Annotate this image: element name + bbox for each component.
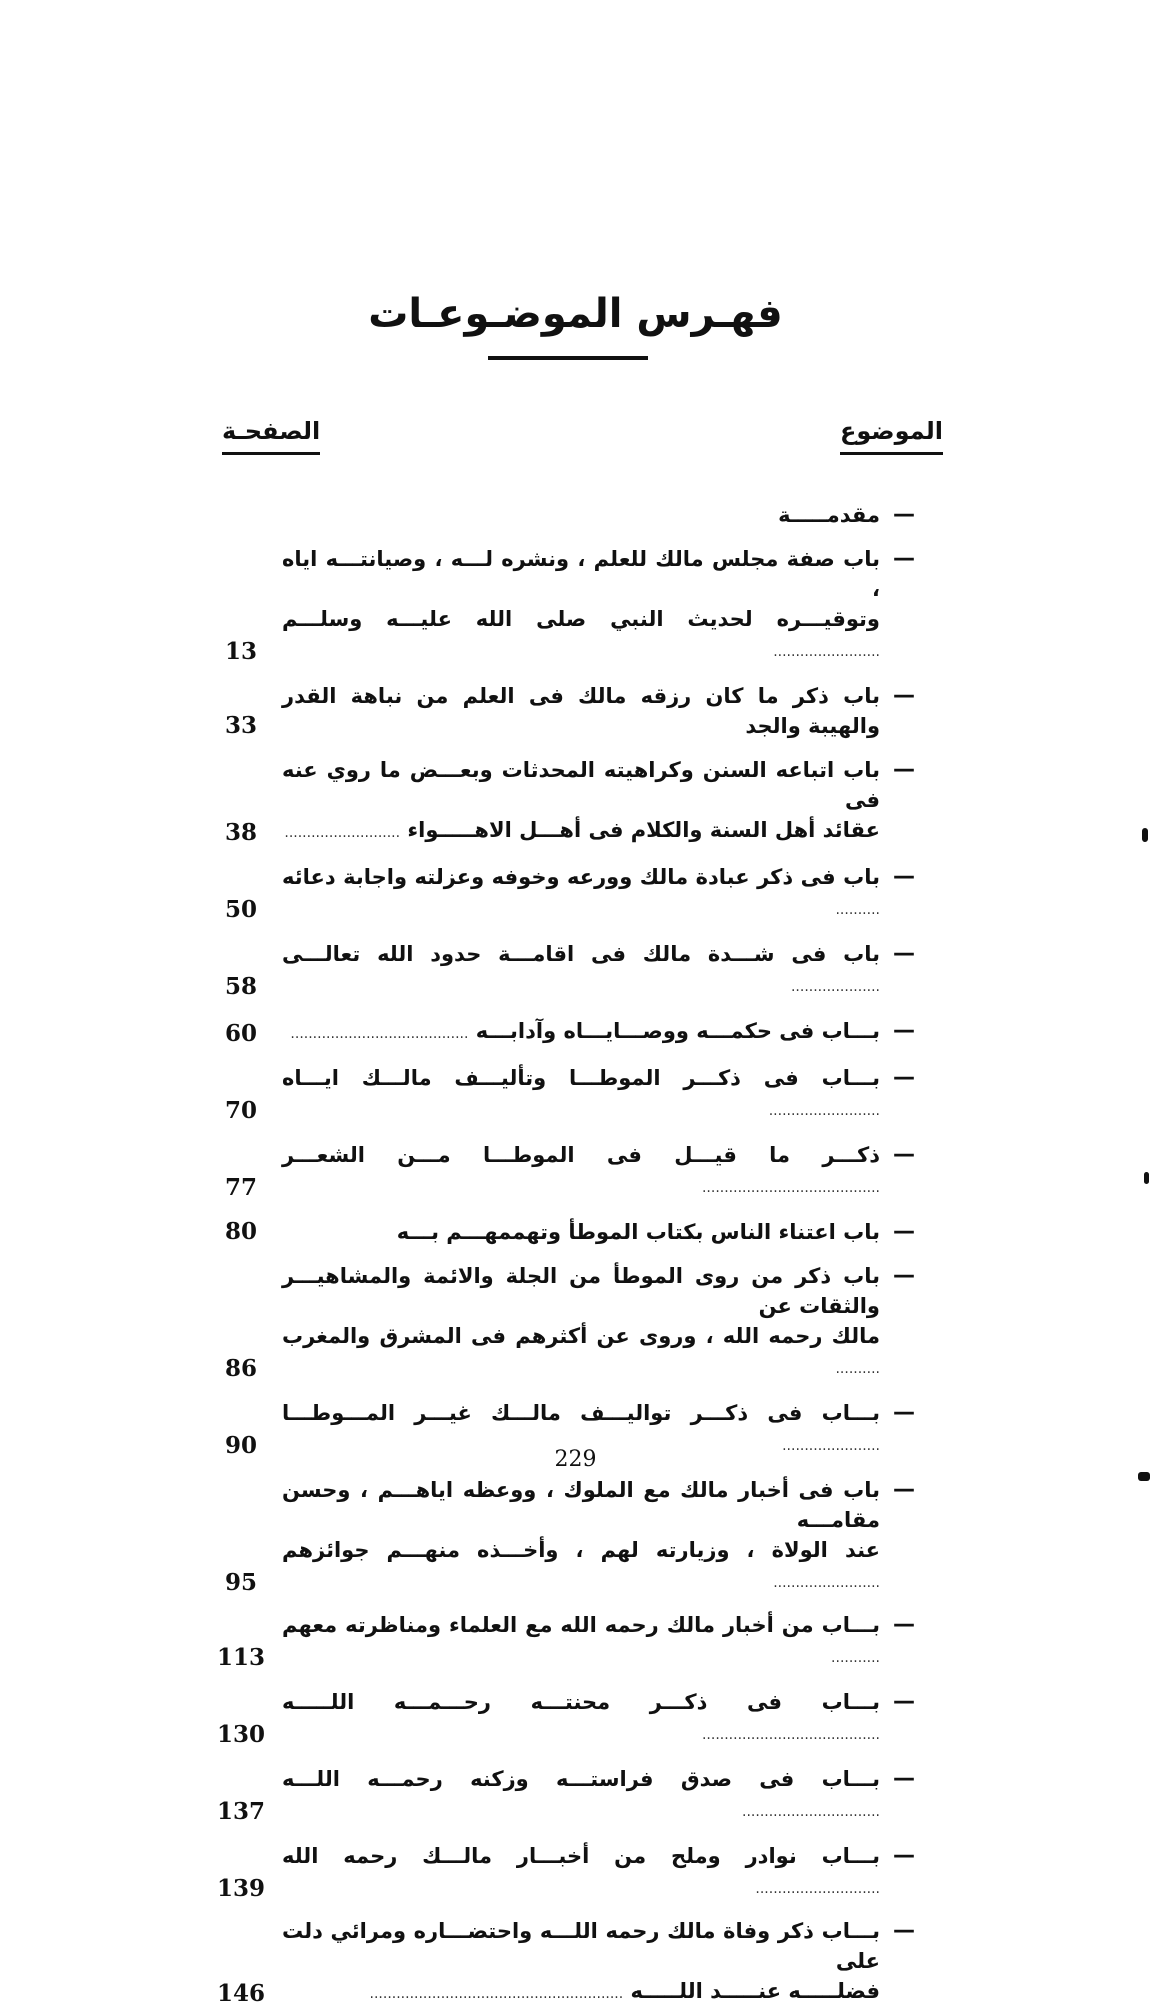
toc-entry	[210, 1475, 922, 1598]
toc-entry-line-text: باب اتباعه السنن وكراهيته المحدثات وبعـــض ما روي عنه فى	[282, 758, 880, 812]
toc-entry-line	[282, 1535, 880, 1598]
toc-entry-title	[272, 1016, 880, 1049]
toc-entry-line-text: بـــاب فى صدق فراستـــه وزكنه رحمـــه اللـــه	[282, 1767, 880, 1791]
toc-entry-title	[272, 862, 880, 925]
toc-entry-page-number: 95	[224, 1569, 257, 1596]
toc-entry-page-number: 13	[224, 638, 257, 665]
toc-bullet-dash: —	[893, 683, 915, 708]
toc-entry-line	[282, 1841, 880, 1904]
toc-leader-dots: ..........	[835, 902, 880, 918]
toc-entry-line-text: باب اعتناء الناس بكتاب الموطأ وتهممهـــم بـــه	[396, 1220, 880, 1244]
toc-entry-title	[272, 1217, 880, 1247]
toc-entry-line-text: باب صفة مجلس مالك للعلم ، ونشره لـــه ، وصيانتـــه اياه ،	[282, 547, 880, 601]
toc-entry	[210, 1217, 922, 1247]
toc-entry	[210, 1610, 922, 1673]
toc-leader-dots: ........................................	[701, 1180, 880, 1196]
toc-leader-dots: ....................	[790, 979, 880, 995]
column-header-page	[222, 414, 320, 455]
toc-entry-title	[272, 1687, 880, 1750]
toc-bullet-dash: —	[893, 1018, 915, 1043]
toc-leader-dots: ...........	[831, 1650, 880, 1666]
toc-entry-line-text: باب ذكر من روى الموطأ من الجلة والائمة والمشاهيـــر والثقات عن	[282, 1264, 880, 1318]
toc-entry-line-text: بـــاب فى ذكـــر تواليـــف مالـــك غيـــر المـــوطـــا	[282, 1401, 880, 1425]
table-of-contents	[210, 486, 922, 2009]
toc-entry-line	[282, 500, 880, 530]
toc-entry	[210, 1016, 922, 1049]
toc-entry-line-text: مقدمـــــة	[778, 503, 880, 527]
toc-entry-line-text: باب فى ذكر عبادة مالك وورعه وخوفه وعزلته واجابة دعائه	[282, 865, 880, 889]
toc-entry-page-number: 33	[224, 712, 257, 739]
toc-entry	[210, 1261, 922, 1384]
toc-entry-line	[282, 1321, 880, 1384]
toc-bullet-dash: —	[893, 1477, 915, 1502]
toc-entry-page-number: 70	[224, 1097, 257, 1124]
toc-entry-page-number: 90	[224, 1432, 257, 1459]
toc-leader-dots: ............................	[755, 1881, 880, 1897]
toc-entry-title	[272, 500, 880, 530]
column-header-topic-underline	[840, 452, 943, 455]
toc-entry-line	[282, 862, 880, 925]
toc-entry-line-text: فضلـــــه عنـــــد اللـــــه	[630, 1979, 880, 2003]
toc-bullet-dash: —	[893, 1263, 915, 1288]
toc-entry-page-number: 137	[216, 1798, 265, 1825]
toc-entry-line-text: مالك رحمه الله ، وروى عن أكثرهم فى المشرق والمغرب	[282, 1324, 880, 1348]
toc-entry-title	[272, 1916, 880, 2009]
toc-entry-line-text: بـــاب فى حكمـــه ووصـــايـــاه وآدابـــه	[475, 1019, 880, 1043]
toc-entry-line	[282, 1217, 880, 1247]
toc-entry-line-text: بـــاب نوادر وملح من أخبـــار مالـــك رحمه الله	[282, 1844, 880, 1868]
toc-entry-line	[282, 1764, 880, 1827]
toc-entry	[210, 1687, 922, 1750]
page-title: فهـرس الموضـوعـات	[368, 291, 783, 337]
toc-bullet-dash: —	[893, 546, 915, 571]
toc-leader-dots: .........................	[768, 1103, 880, 1119]
toc-entry-line	[282, 1016, 880, 1049]
toc-bullet-dash: —	[893, 502, 915, 527]
toc-entry	[210, 1841, 922, 1904]
toc-entry-page-number: 50	[224, 896, 257, 923]
toc-entry	[210, 1063, 922, 1126]
toc-entry-title	[272, 1261, 880, 1384]
title-underline	[488, 356, 648, 360]
toc-entry-line	[282, 1140, 880, 1203]
toc-leader-dots: ..........	[835, 1361, 880, 1377]
toc-entry-line	[282, 939, 880, 1002]
toc-entry-page-number: 58	[224, 973, 257, 1000]
toc-entry	[210, 544, 922, 667]
toc-leader-dots: .........................................................	[369, 1986, 624, 2002]
column-header-topic-label: الموضوع	[839, 417, 943, 445]
toc-entry-page-number: 139	[216, 1875, 265, 1902]
toc-entry-page-number: 130	[216, 1721, 265, 1748]
toc-bullet-dash: —	[893, 864, 915, 889]
toc-entry-page-number: 113	[216, 1644, 265, 1671]
toc-entry-line	[282, 1687, 880, 1750]
toc-leader-dots: ........................	[773, 1575, 880, 1591]
toc-entry-page-number: 80	[224, 1218, 257, 1245]
toc-entry-line-text: بـــاب من أخبار مالك رحمه الله مع العلماء ومناظرته معهم	[282, 1613, 880, 1637]
toc-entry-line	[282, 1976, 880, 2009]
toc-leader-dots: ........................	[773, 644, 880, 660]
toc-entry-title	[272, 1764, 880, 1827]
toc-entry-line-text: عقائد أهل السنة والكلام فى أهـــل الاهـــــواء	[407, 818, 880, 842]
column-header-page-underline	[222, 452, 320, 455]
toc-bullet-dash: —	[893, 1065, 915, 1090]
toc-leader-dots: ..........................	[284, 825, 401, 841]
toc-entry-line-text: وتوقيـــره لحديث النبي صلى الله عليـــه وسلـــم	[282, 607, 880, 631]
toc-entry-line	[282, 604, 880, 667]
toc-entry-title	[272, 681, 880, 741]
scan-mark	[1142, 828, 1148, 842]
toc-entry-line	[282, 815, 880, 848]
toc-entry-line-text: باب ذكر ما كان رزقه مالك فى العلم من نباهة القدر والهيبة والجد	[282, 684, 880, 738]
toc-leader-dots: ...............................	[742, 1804, 880, 1820]
toc-entry-line-text: بـــاب فى ذكـــر محنتـــه رحـــمـــه اللـــــه	[282, 1690, 880, 1714]
toc-entry-title	[272, 1063, 880, 1126]
toc-entry-line-text: بـــاب فى ذكـــر الموطـــا وتأليـــف مالـــك ايـــاه	[282, 1066, 880, 1090]
toc-entry-line-text: باب فى أخبار مالك مع الملوك ، ووعظه اياهـــم ، وحسن مقامـــه	[282, 1478, 880, 1532]
toc-entry-line	[282, 544, 880, 604]
toc-entry-page-number: 146	[216, 1980, 265, 2007]
toc-entry-line	[282, 1063, 880, 1126]
toc-leader-dots: ........................................	[290, 1026, 469, 1042]
toc-bullet-dash: —	[893, 1918, 915, 1943]
toc-bullet-dash: —	[893, 941, 915, 966]
toc-entry	[210, 939, 922, 1002]
toc-entry-title	[272, 755, 880, 848]
toc-entry-page-number: 60	[224, 1020, 257, 1047]
toc-entry-title	[272, 1475, 880, 1598]
scan-mark	[1138, 1472, 1150, 1481]
toc-leader-dots: ........................................	[701, 1727, 880, 1743]
toc-entry	[210, 681, 922, 741]
toc-entry-page-number: 77	[224, 1174, 257, 1201]
toc-entry-line-text: ذكـــر ما قيـــل فى الموطـــا مـــن الشعـــر	[282, 1143, 880, 1167]
toc-entry-line	[282, 1475, 880, 1535]
toc-entry-line-text: باب فى شـــدة مالك فى اقامـــة حدود الله تعالـــى	[282, 942, 880, 966]
scan-mark	[1144, 1172, 1149, 1184]
toc-entry	[210, 755, 922, 848]
toc-entry	[210, 1916, 922, 2009]
toc-bullet-dash: —	[893, 1689, 915, 1714]
toc-entry-line-text: عند الولاة ، وزيارته لهم ، وأخـــذه منهـــم جوائزهم	[282, 1538, 880, 1562]
toc-entry-page-number: 86	[224, 1355, 257, 1382]
toc-entry-line	[282, 1261, 880, 1321]
toc-entry-title	[272, 939, 880, 1002]
toc-entry	[210, 1764, 922, 1827]
toc-entry	[210, 500, 922, 530]
column-header-page-label: الصفحـة	[222, 417, 321, 445]
toc-leader-dots: ......................	[782, 1438, 880, 1454]
toc-bullet-dash: —	[893, 1766, 915, 1791]
toc-bullet-dash: —	[893, 1612, 915, 1637]
toc-bullet-dash: —	[893, 1843, 915, 1868]
toc-bullet-dash: —	[893, 1219, 915, 1244]
toc-entry-line-text: بـــاب ذكر وفاة مالك رحمه اللـــه واحتضـــاره ومرائي دلت على	[282, 1919, 880, 1973]
toc-bullet-dash: —	[893, 1400, 915, 1425]
toc-entry-line	[282, 681, 880, 741]
toc-bullet-dash: —	[893, 757, 915, 782]
toc-entry-title	[272, 1140, 880, 1203]
toc-bullet-dash: —	[893, 1142, 915, 1167]
toc-entry-line	[282, 1916, 880, 1976]
toc-entry-line	[282, 755, 880, 815]
toc-entry-title	[272, 1841, 880, 1904]
column-header-topic	[840, 414, 943, 455]
toc-entry	[210, 862, 922, 925]
toc-entry	[210, 1140, 922, 1203]
toc-entry-page-number: 38	[224, 819, 257, 846]
toc-entry-line	[282, 1610, 880, 1673]
toc-entry-title	[272, 1610, 880, 1673]
toc-entry-title	[272, 544, 880, 667]
page-number: 229	[554, 1447, 597, 1472]
